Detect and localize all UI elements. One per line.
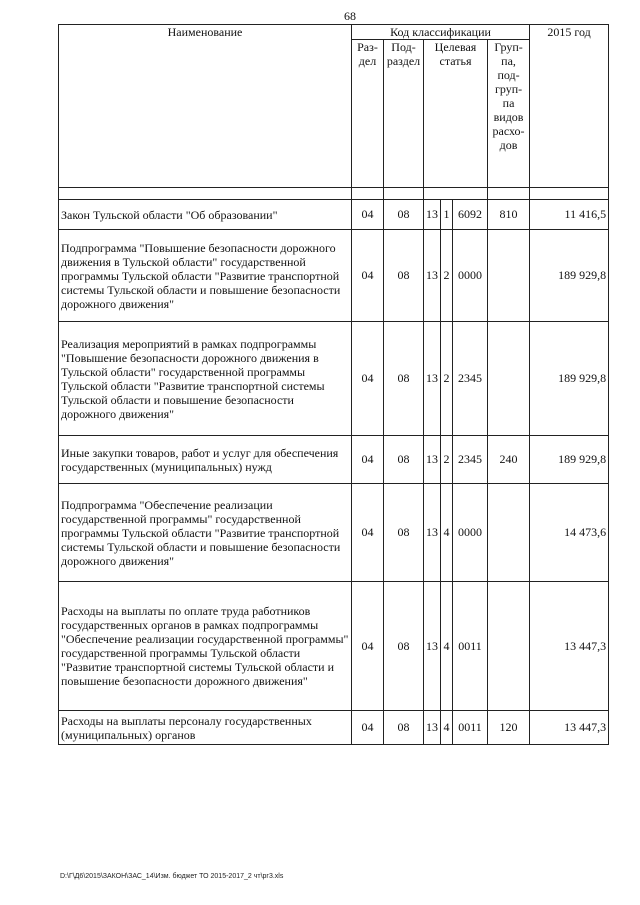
row-target-subprogram: 2 (441, 230, 453, 322)
footer-file-path: D:\Г\Д6\2015\ЗАКОН\ЗАС_14\Изм. бюджет ТО 2015-2017_2 чт\рг3.xls (60, 873, 284, 880)
header-code-group: Код классификации (352, 25, 530, 40)
row-target-program: 13 (424, 230, 441, 322)
row-section: 04 (352, 436, 384, 484)
row-section: 04 (352, 200, 384, 230)
row-target-subprogram: 2 (441, 322, 453, 436)
table-row (59, 200, 609, 230)
header-year: 2015 год (530, 25, 609, 188)
row-name: Подпрограмма "Обеспечение реализации государственной программы" государственной программы Тульской области "Развитие транспортной системы Тульской области и повышение безопасности дорожного движения" (59, 484, 352, 582)
row-target-direction: 0011 (453, 582, 488, 711)
row-name: Иные закупки товаров, работ и услуг для обеспечения государственных (муниципальных) нужд (59, 436, 352, 484)
row-group: 810 (488, 200, 530, 230)
row-subsection: 08 (384, 230, 424, 322)
row-target-subprogram: 2 (441, 436, 453, 484)
row-group: 120 (488, 711, 530, 745)
row-target-direction: 0000 (453, 230, 488, 322)
row-target-program: 13 (424, 484, 441, 582)
table-row (59, 484, 609, 582)
row-amount: 11 416,5 (530, 200, 609, 230)
row-section: 04 (352, 484, 384, 582)
row-amount: 189 929,8 (530, 322, 609, 436)
row-subsection: 08 (384, 436, 424, 484)
table-row (59, 230, 609, 322)
row-name: Расходы на выплаты персоналу государственных (муниципальных) органов (59, 711, 352, 745)
row-section: 04 (352, 711, 384, 745)
row-target-program: 13 (424, 711, 441, 745)
row-target-direction: 0000 (453, 484, 488, 582)
header-gap-row (59, 188, 609, 200)
row-target-subprogram: 4 (441, 484, 453, 582)
row-subsection: 08 (384, 322, 424, 436)
row-name: Реализация мероприятий в рамках подпрограммы "Повышение безопасности дорожного движения в Тульской области" государственной программы Тульской области "Развитие транспортной системы Тульской области и повышение безопасности дорожного движения" (59, 322, 352, 436)
row-group (488, 484, 530, 582)
row-name: Закон Тульской области "Об образовании" (59, 200, 352, 230)
header-target: Целевая статья (424, 40, 488, 188)
row-group (488, 322, 530, 436)
table-body (59, 200, 609, 745)
row-target-program: 13 (424, 582, 441, 711)
table-row (59, 436, 609, 484)
row-target-direction: 2345 (453, 322, 488, 436)
row-target-direction: 2345 (453, 436, 488, 484)
table-row (59, 322, 609, 436)
row-name: Расходы на выплаты по оплате труда работников государственных органов в рамках подпрограммы "Обеспечение реализации государственной программы" государственной программы Тульской области "Развитие транспортной системы Тульской области и повышение безопасности дорожного движения" (59, 582, 352, 711)
budget-table (58, 24, 609, 745)
header-group: Груп-па, под-груп-па видов расхо-дов (488, 40, 530, 188)
row-section: 04 (352, 582, 384, 711)
header-subsection: Под-раздел (384, 40, 424, 188)
row-group (488, 230, 530, 322)
row-target-program: 13 (424, 436, 441, 484)
row-group (488, 582, 530, 711)
row-target-program: 13 (424, 322, 441, 436)
row-subsection: 08 (384, 484, 424, 582)
row-amount: 13 447,3 (530, 582, 609, 711)
row-amount: 189 929,8 (530, 436, 609, 484)
table-row (59, 582, 609, 711)
row-section: 04 (352, 230, 384, 322)
row-target-subprogram: 4 (441, 582, 453, 711)
table-row (59, 711, 609, 745)
row-name: Подпрограмма "Повышение безопасности дорожного движения в Тульской области" государственной программы Тульской области "Развитие транспортной системы Тульской области и повышение безопасности дорожного движения" (59, 230, 352, 322)
row-target-program: 13 (424, 200, 441, 230)
row-subsection: 08 (384, 711, 424, 745)
row-target-direction: 0011 (453, 711, 488, 745)
row-section: 04 (352, 322, 384, 436)
page-number: 68 (344, 9, 356, 23)
header-name: Наименование (59, 25, 352, 188)
row-amount: 14 473,6 (530, 484, 609, 582)
header-section: Раз-дел (352, 40, 384, 188)
row-target-direction: 6092 (453, 200, 488, 230)
row-amount: 13 447,3 (530, 711, 609, 745)
row-subsection: 08 (384, 582, 424, 711)
row-target-subprogram: 1 (441, 200, 453, 230)
row-amount: 189 929,8 (530, 230, 609, 322)
row-target-subprogram: 4 (441, 711, 453, 745)
row-group: 240 (488, 436, 530, 484)
row-subsection: 08 (384, 200, 424, 230)
